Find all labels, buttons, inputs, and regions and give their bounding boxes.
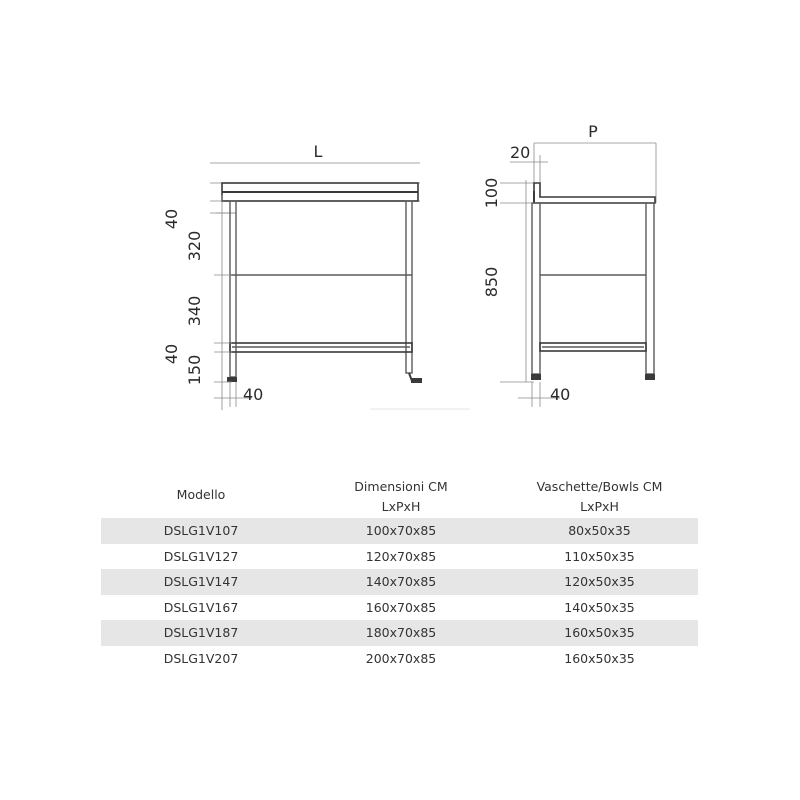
front-left-foot — [227, 377, 237, 382]
cell-model: DSLG1V207 — [163, 650, 239, 666]
front-right-foot — [411, 378, 422, 383]
table-row — [101, 620, 698, 646]
model-spec-table — [101, 470, 698, 671]
side-leg-width-label: 40 — [550, 385, 571, 404]
side-worktop-backsplash — [534, 183, 655, 203]
length-label: L — [313, 142, 323, 161]
backsplash-height-label: 100 — [482, 177, 501, 209]
depth-label: P — [588, 122, 598, 141]
table-row — [101, 595, 698, 621]
cell-model: DSLG1V127 — [163, 548, 239, 564]
cell-model: DSLG1V107 — [101, 518, 301, 544]
cell-bowls: 160x50x35 — [564, 650, 635, 666]
upper-gap-label: 320 — [185, 230, 204, 262]
cell-dimensions: 160x70x85 — [365, 599, 437, 615]
backsplash-thickness-label: 20 — [510, 143, 531, 162]
side-back-leg — [532, 203, 540, 374]
side-view — [482, 122, 656, 407]
front-view — [162, 142, 470, 410]
foot-height-label: 150 — [185, 354, 204, 386]
cell-bowls: 80x50x35 — [501, 518, 698, 544]
table-row — [101, 569, 698, 595]
table-row — [101, 646, 698, 672]
header-bowls-unit: LxPxH — [580, 498, 619, 514]
height-label: 850 — [482, 266, 501, 298]
header-dimensions: Dimensioni CM — [354, 479, 448, 494]
header-bowls: Vaschette/Bowls CM — [536, 479, 663, 494]
cell-dimensions: 200x70x85 — [365, 650, 437, 666]
front-left-leg — [230, 201, 236, 377]
cell-bowls: 160x50x35 — [501, 620, 698, 646]
header-model: Modello — [176, 486, 226, 502]
table-row — [101, 518, 698, 544]
cell-bowls: 140x50x35 — [564, 599, 635, 615]
side-front-foot — [645, 374, 655, 380]
table-row — [101, 544, 698, 570]
shelf-thickness-label: 40 — [162, 343, 181, 365]
leg-width-label: 40 — [243, 385, 264, 404]
side-front-leg — [646, 203, 654, 374]
top-thickness-label: 40 — [162, 208, 181, 230]
table-header-row — [101, 470, 698, 494]
side-back-foot — [531, 374, 541, 380]
middle-gap-label: 340 — [185, 295, 204, 327]
cell-model: DSLG1V167 — [163, 599, 239, 615]
cell-bowls: 120x50x35 — [501, 569, 698, 595]
cell-bowls: 110x50x35 — [564, 548, 635, 564]
cell-model: DSLG1V147 — [101, 569, 301, 595]
cell-dimensions: 180x70x85 — [301, 620, 501, 646]
cell-dimensions: 120x70x85 — [365, 548, 437, 564]
cell-dimensions: 140x70x85 — [301, 569, 501, 595]
cell-dimensions: 100x70x85 — [301, 518, 501, 544]
cell-model: DSLG1V187 — [101, 620, 301, 646]
header-dimensions-unit: LxPxH — [381, 498, 421, 514]
